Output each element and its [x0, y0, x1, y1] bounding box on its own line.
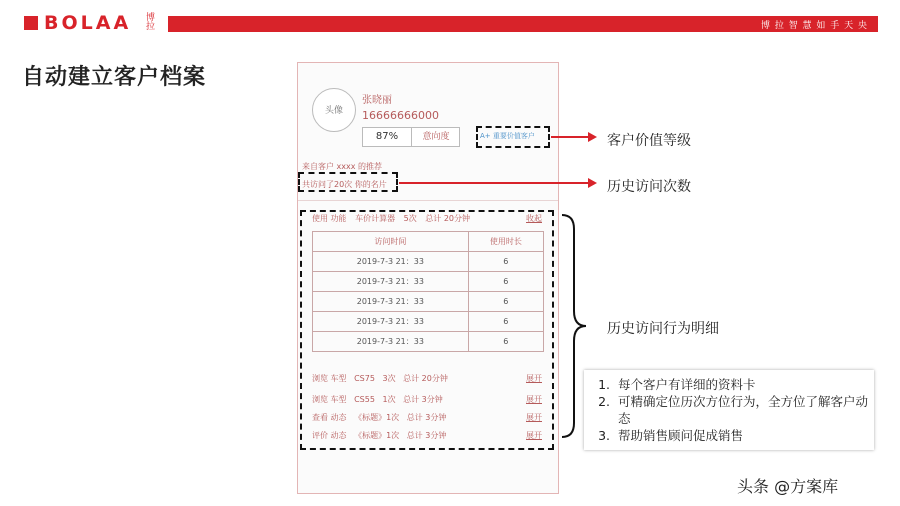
page-title: 自动建立客户档案 [22, 65, 207, 90]
visit-count: 共访问了20次 你的名片 [302, 180, 387, 189]
annotation-behavior: 历史访问行为明细 [607, 321, 719, 337]
note-item: 1. 每个客户有详细的资料卡 [614, 376, 874, 393]
value-level-highlight [476, 126, 550, 148]
note-item: 2. 可精确定位历次方位行为，全方位了解客户动态 [614, 393, 874, 427]
visit-duration: 6 [468, 332, 543, 352]
divider [298, 200, 558, 201]
collapse-link[interactable]: 收起 [526, 214, 542, 223]
annotation-value-level: 客户价值等级 [607, 133, 691, 149]
visit-time: 2019-7-3 21：33 [313, 252, 469, 272]
intent-box [362, 127, 460, 147]
watermark: 头条 @方案库 [737, 477, 839, 496]
activity-item: 1次 [382, 395, 396, 404]
expand-link[interactable]: 展开 [526, 431, 542, 440]
visit-time: 2019-7-3 21：33 [313, 292, 469, 312]
activity-item: 总计 3分钟 [403, 395, 443, 404]
activity-item: 《标题》1次 [354, 431, 400, 440]
visit-duration: 6 [468, 252, 543, 272]
note-item: 3. 帮助销售顾问促成销售 [614, 427, 874, 444]
expand-link[interactable]: 展开 [526, 413, 542, 422]
visit-count-highlight [298, 172, 398, 192]
activity-item: 总计 3分钟 [406, 413, 447, 422]
logo-subtext: 博拉 [146, 13, 156, 32]
visit-duration: 6 [468, 312, 543, 332]
intent-label: 意向度 [422, 132, 450, 142]
customer-phone: 16666666000 [362, 109, 439, 122]
visit-time: 2019-7-3 21：33 [313, 332, 469, 352]
referral-source: 来自客户 xxxx 的推荐 [302, 162, 383, 171]
summary-item: 总计 20分钟 [425, 214, 471, 223]
activity-item: 查看 动态 [312, 413, 347, 422]
expand-link[interactable]: 展开 [526, 395, 542, 404]
activity-item: 总计 3分钟 [406, 431, 447, 440]
activity-item: 总计 20分钟 [403, 374, 448, 383]
column-header: 访问时间 [313, 232, 469, 252]
activity-item: CS55 [354, 395, 375, 404]
summary-item: 车价计算器 [355, 214, 396, 223]
activity-item: 浏览 车型 [312, 374, 347, 383]
expand-link[interactable]: 展开 [526, 374, 542, 383]
activity-item: CS75 [354, 374, 375, 383]
arrow-right-icon [399, 182, 589, 184]
value-level-badge: A+ 重要价值客户 [480, 132, 535, 140]
visit-duration: 6 [468, 292, 543, 312]
customer-name: 张晓丽 [362, 95, 392, 106]
visit-time: 2019-7-3 21：33 [313, 312, 469, 332]
activity-item: 3次 [382, 374, 396, 383]
visit-time: 2019-7-3 21：33 [313, 272, 469, 292]
visit-duration: 6 [468, 272, 543, 292]
header-bar [168, 16, 878, 32]
header-slogan: 博 拉 智 慧 如 手 天 央 [760, 21, 868, 31]
avatar[interactable] [312, 88, 356, 132]
activity-item: 评价 动态 [312, 431, 347, 440]
logo-mark [24, 16, 38, 30]
activity-item: 浏览 车型 [312, 395, 347, 404]
summary-item: 5次 [403, 214, 417, 223]
intent-percent: 87% [363, 128, 412, 146]
activity-item: 《标题》1次 [354, 413, 400, 422]
behavior-detail-highlight [300, 210, 554, 450]
summary-item: 使用 功能 [312, 214, 347, 223]
logo-text: BOLAA [44, 12, 132, 34]
avatar-label: 头像 [324, 106, 343, 116]
notes-box [584, 370, 874, 450]
annotation-visit-count: 历史访问次数 [607, 179, 691, 195]
column-header: 使用时长 [468, 232, 543, 252]
arrow-right-icon [551, 136, 589, 138]
